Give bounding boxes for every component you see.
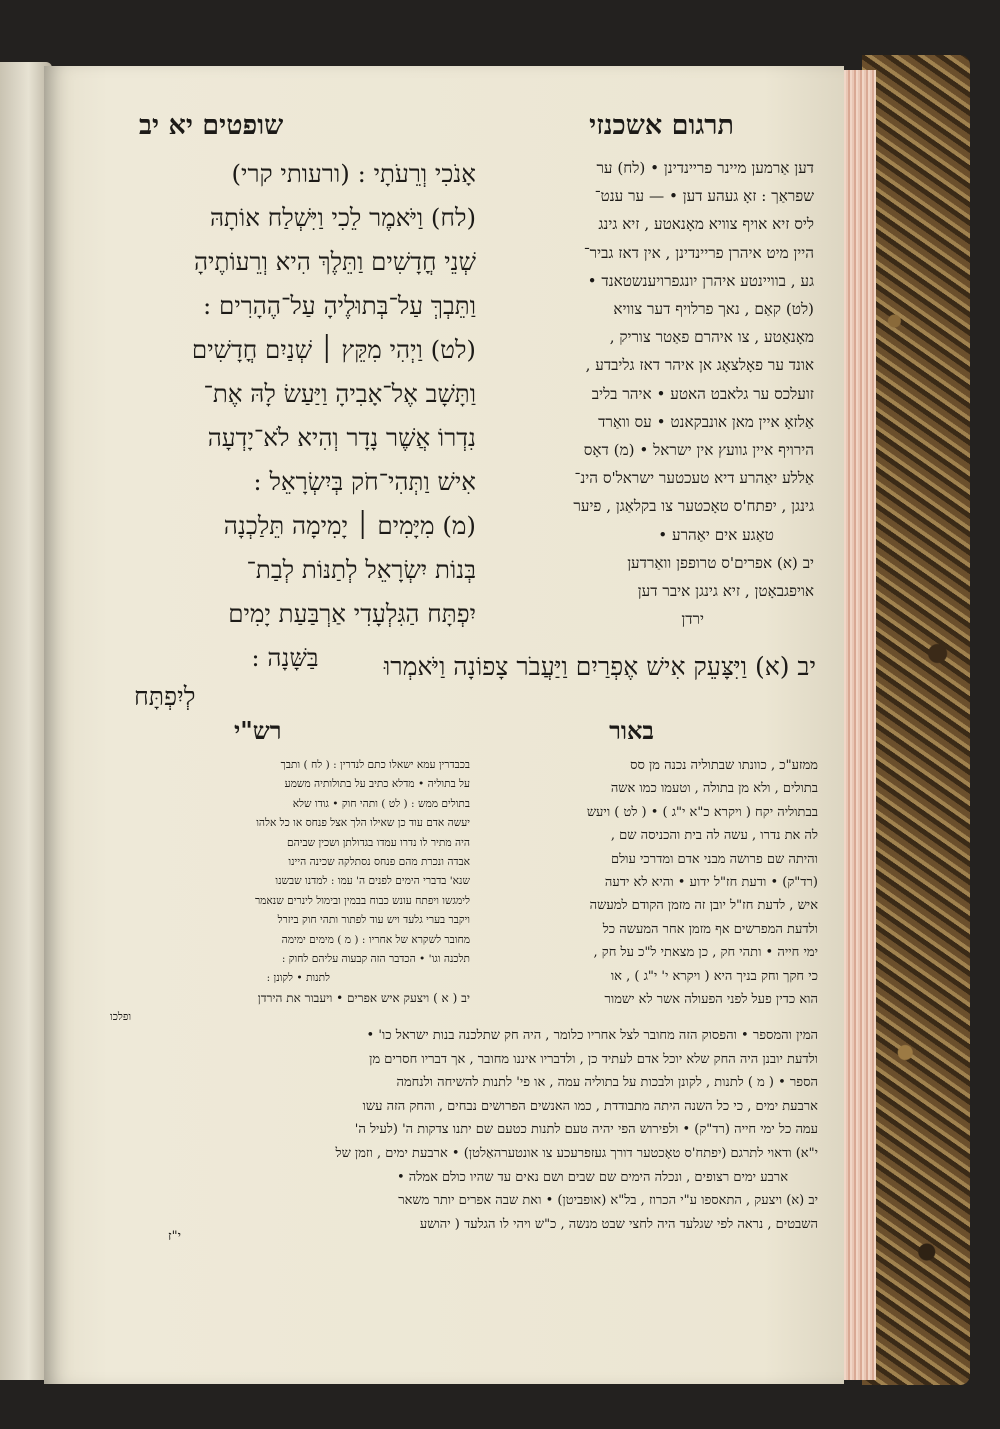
commentary-line: בבתוליה יקח ( ויקרא כ"א י"ג ) • ( לט ) ויעש [586, 804, 818, 820]
commentary-line: יב (א) ויצעק , התאספו ע"י הכרוז , בל"א (אופביטן) • ואת שבה אפרים יותר משאר [398, 1193, 818, 1209]
rashi-heading: רש"י [234, 716, 282, 745]
commentary-line: הספר • ( מ ) לתנות , לקונן ולבכות על בתוליה עמה , או פי' לתנות להשיחה ולנחמה [396, 1075, 818, 1091]
translation-line: אַלזאָ איין מאן אונבקאנט • עס וואַרד [598, 412, 814, 431]
commentary-line: ימי חייה • ותהי חק , כן מצאתי ל"כ על חק , [593, 945, 818, 961]
commentary-line: אבדה ונכרת מהם פנחס נסתלקה שכינה היינו [288, 856, 470, 869]
commentary-line: תלכנה וגו' • הכדבר הזה קבעוה עליהם לחוק : [281, 953, 470, 966]
commentary-line: בכבדרין עמא ישאלו כתם לנדרין : ( לח ) ותבך [280, 759, 470, 771]
text-line: אִישׁ וַתְּהִי־חֹק בְּיִשְׂרָאֵל : [253, 467, 476, 496]
commentary-line: יעשה אדם עוד כן שאילו הלך אצל פנחס או כל אלהו [256, 817, 470, 830]
text-line: אָנֹכִי וְרֵעֹתָי : (ורעותי קרי) [231, 159, 476, 188]
commentary-line: ממזע"כ , כוונתו שבתוליה נכנה מן סס [630, 758, 818, 773]
text-line: (מ) מִיָּמִים ׀ יָמִימָה תֵּלַכְנָה [223, 511, 476, 540]
commentary-line: בתולים , ולא מן בתולה , וטעמו כמו אשה [610, 781, 818, 797]
translation-line: הירויף איין גוועץ אין ישראל • (מ) דאָס [583, 441, 814, 460]
commentary-line: המין והמספר • והפסוק הזה מחובר לצל אחריו כלומר , היה חק שתלכנה בנות ישראל כו' • [366, 1028, 818, 1043]
text-line: לְיִפְתָּח [134, 682, 196, 711]
translation-line: ליס זיא אויף צוויא מאָנאטע , זיא גינג [598, 215, 814, 234]
biur-continuation [110, 1024, 818, 1236]
translation-line: (לט) קאַם , נאך פרלויף דער צוויא [613, 300, 814, 319]
text-line: וַתָּשָׁב אֶל־אָבִיהָ וַיַּעַשׂ לָהּ אֶת־ [203, 379, 476, 408]
translation-line: דען אַרמען מיינר פריינדינן • (לח) ער [596, 159, 814, 177]
book-page [44, 66, 844, 1384]
commentary-line: ארבעת ימים , כי כל השנה היתה מתבודדת , כמו האנשים הפרושים נבחים , והחק הזה עשו [362, 1098, 818, 1114]
commentary-line: השבטים , נראה לפי שגלעד היה לחצי שבט מנשה , כ"ש ויהי לו הגלעד ( יהושע [419, 1216, 818, 1232]
text-line: בַּשָּׁנָה : [251, 643, 319, 672]
commentary-line: היה מתיר לו נדרו עמדו בגדולתן ושכין שביהם [287, 836, 470, 849]
commentary-line: ארבע ימים רצופים , ונכלה הימים שם שבים ושם נאים עד שהיו כולם אמלה • [397, 1169, 788, 1185]
commentary-line: ולדעת יובנן היה החק שלא יוכל אדם לעתיד כן , ולדבריו איננו מחובר , אך דבריו חסרים מן [369, 1051, 818, 1067]
commentary-line: לתנות • לקונן : [266, 972, 330, 985]
commentary-line: הוא כדין פעל לפני הפעולה אשר לא ישמור [604, 992, 818, 1008]
running-head-right: תרגום אשכנזי [589, 110, 734, 141]
translation-line: היין מיט איהרן פריינדינן , אין דאז גביר־ [583, 243, 814, 262]
commentary-line: לימגשו ויפתח עונש כבוח בבמין ובימול לינרים שנאמר [254, 894, 470, 907]
commentary-line: ולדעת המפרשים אף מזמן אחר המעשה כל [602, 921, 818, 937]
translation-line: גע , בוויינטע איהרן יונגפרויענשטאנד • [587, 271, 814, 290]
text-line: נִדְרוֹ אֲשֶׁר נָדָר וְהִיא לֹא־יָדְעָה [207, 423, 476, 452]
text-line: וַתֵּבְךְּ עַל־בְּתוּלֶיהָ עַל־הֶהָרִים : [202, 291, 476, 320]
verse-12-line [134, 652, 816, 712]
commentary-line: לה את נדרו , עשה לה בית והכניסה שם , [610, 828, 818, 844]
rashi-commentary [110, 756, 470, 1028]
text-line: יִפְתָּח הַגִּלְעָדִי אַרְבַּעַת יָמִים [228, 599, 476, 628]
commentary-line: שנא' בדברי הימים לפנים ה' עמו : למדנו שבשנו [275, 875, 470, 888]
commentary-line: מחובר לשקרא של אחריו : ( מ ) מימים ימימה [281, 933, 470, 946]
marbled-cover [862, 55, 970, 1385]
commentary-line: עמה כל ימי חייה (רד"ק) • ולפירוש הפי יהיה טעם לתנות כטעם שם יתנו צדקות ה' (לעיל ה' [354, 1122, 818, 1138]
translation-line: מאָנאַטע , צו איהרם פאַטר צוריק , [609, 328, 814, 347]
translation-line: זועלכס ער גלאבט האטע • איהר בליב [591, 384, 814, 403]
text-line: (לט) וַיְהִי מִקֵּץ ׀ שְׁנַיִם חֳדָשִׁים [191, 335, 476, 364]
translation-line: טאַגע אים יאַהרע • [658, 525, 774, 544]
commentary-line: על בתוליה • מדלא כתיב על בתולותיה משמע [284, 778, 470, 791]
translation-line: אונד ער פאָלצאָג אן איהר דאז גליבדע , [585, 356, 814, 375]
translation-column [492, 154, 814, 633]
page-signature: י"ז [168, 1229, 182, 1244]
running-head-left: שופטים יא יב [139, 110, 284, 141]
text-line: שְׁנֵי חֳדָשִׁים וַתֵּלֶךְ הִיא וְרֵעוֹתֶיהָ [193, 247, 476, 276]
hebrew-text-column [94, 152, 476, 680]
biur-commentary [484, 754, 818, 1011]
translation-line: אַללע יאַהרע דיא טעכטער ישראל'ס הינ־ [574, 469, 814, 488]
translation-line: שפראַך : זאָ געהע דען • — ער ענט־ [594, 187, 814, 206]
commentary-line: י"א) ודאוי לתרגם (יפתח'ס טאָכטער דורך געזפרעכע צו אונטערהאַלטן) • ארבעת ימים , וזמן של [335, 1145, 818, 1161]
commentary-line: בתולים ממש : ( לט ) ותהי חוק • גודו שלא [292, 797, 470, 810]
commentary-line: יב ( א ) ויצעק איש אפרים • ויעבור את הירדן [257, 990, 470, 1005]
translation-line: אויפגבאָטן , זיא גינגן איבר דען [637, 582, 814, 601]
commentary-line: ופלכו [110, 1011, 132, 1024]
commentary-line: כי חקך וחק בניך היא ( ויקרא י' י"ג ) , או [610, 968, 818, 984]
commentary-line: והיתה שם פרושה מבני אדם ומדרכי עולם [610, 851, 818, 867]
translation-line: גינגן , יפתח'ס טאָכטער צו בקלאַגן , פיער [573, 497, 814, 516]
commentary-line: (רד"ק) • ודעת חז"ל ידוע • והיא לא ידעה [604, 875, 818, 891]
translation-line: ירדן [681, 610, 704, 629]
commentary-line: ויקבר בערי גלעד ויש עוד לפתור ותהי חוק ביזרל [277, 914, 470, 927]
text-line: יב (א) וַיִּצָּעֵק אִישׁ אֶפְרַיִם וַיַּעֲבֹר צָפוֹנָה וַיֹּאמְרוּ [383, 652, 816, 681]
commentary-line: איש , לדעת חז"ל יובן זה מזמן הקודם למעשה [589, 898, 818, 914]
translation-line: יב (א) אפרים'ס טרופפן וואַרדען [627, 553, 814, 572]
text-line: (לח) וַיֹּאמֶר לֵכִי וַיִּשְׁלַח אוֹתָהּ [209, 203, 476, 232]
biur-heading: באור [609, 716, 654, 745]
text-line: בְּנוֹת יִשְׂרָאֵל לְתַנּוֹת לְבַת־ [246, 555, 476, 584]
